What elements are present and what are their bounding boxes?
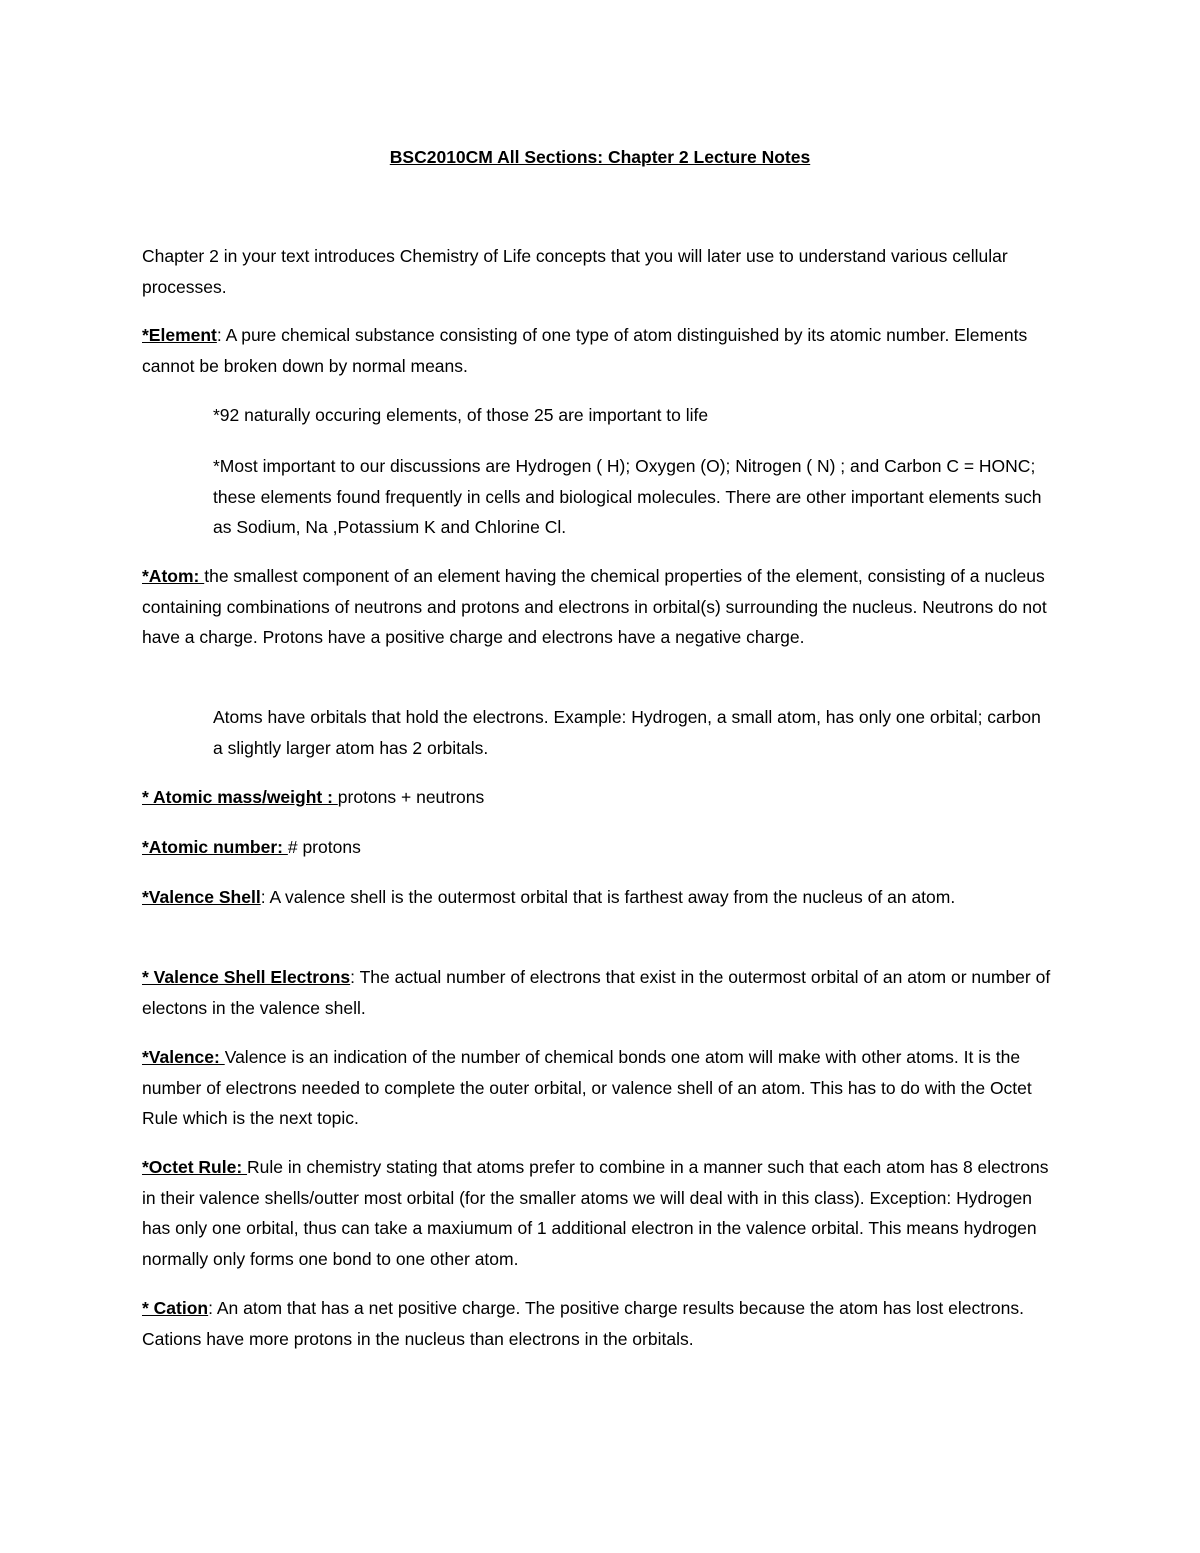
atom-text: the smallest component of an element having the chemical properties of the element, consisting of a nucleus containing combinations of neutrons and protons and electrons in orbital(s) surrounding the nucleus. Neutrons do not have a charge. Protons have a positive charge and electrons have a negative charge. (142, 566, 1047, 647)
valence-definition (142, 1042, 1062, 1134)
valence-shell-electrons-definition (142, 962, 1062, 1023)
octet-rule-term: *Octet Rule: (142, 1157, 248, 1177)
valence-shell-text: : A valence shell is the outermost orbital that is farthest away from the nucleus of an atom. (260, 887, 956, 907)
octet-rule-text: Rule in chemistry stating that atoms prefer to combine in a manner such that each atom has 8 electrons in their valence shells/outter most orbital (for the smaller atoms we will deal with in this class). Exception: Hydrogen has only one orbital, thus can take a maxiumum of 1 additional electron in the valence orbital. This means hydrogen normally only forms one bond to one other atom. (142, 1157, 1049, 1269)
octet-rule-definition (142, 1152, 1062, 1274)
valence-shell-term: *Valence Shell (142, 887, 261, 907)
page-title: BSC2010CM All Sections: Chapter 2 Lecture Notes (389, 147, 811, 167)
element-term: *Element (142, 325, 217, 345)
atomic-mass-text: protons + neutrons (337, 787, 485, 807)
element-text: : A pure chemical substance consisting of one type of atom distinguished by its atomic number. Elements cannot be broken down by normal means. (142, 325, 1028, 376)
element-note-honc: *Most important to our discussions are Hydrogen ( H); Oxygen (O); Nitrogen ( N) ; and Carbon C = HONC; these elements found frequently in cells and biological molecules. There are other important elements such as Sodium, Na ,Potassium K and Chlorine Cl. (213, 456, 1042, 537)
element-note-count: *92 naturally occuring elements, of those 25 are important to life (213, 405, 709, 425)
atomic-number-term: *Atomic number: (142, 837, 288, 857)
element-definition (142, 320, 1062, 381)
valence-shell-electrons-text: : The actual number of electrons that exist in the outermost orbital of an atom or number of electons in the valence shell. (142, 967, 1051, 1018)
atom-definition (142, 561, 1062, 653)
atom-note-orbitals: Atoms have orbitals that hold the electrons. Example: Hydrogen, a small atom, has only one orbital; carbon a slightly larger atom has 2 orbitals. (213, 707, 1041, 758)
valence-term: *Valence: (142, 1047, 225, 1067)
valence-shell-electrons-term: * Valence Shell Electrons (142, 967, 351, 987)
atom-term: *Atom: (142, 566, 205, 586)
atomic-mass-definition (142, 782, 1062, 813)
intro-paragraph: Chapter 2 in your text introduces Chemistry of Life concepts that you will later use to understand various cellular processes. (142, 246, 1008, 297)
cation-text: : An atom that has a net positive charge. The positive charge results because the atom has lost electrons. Cations have more protons in the nucleus than electrons in the orbitals. (142, 1298, 1024, 1349)
cation-definition (142, 1293, 1062, 1354)
valence-shell-definition (142, 882, 1062, 913)
valence-text: Valence is an indication of the number of chemical bonds one atom will make with other atoms. It is the number of electrons needed to complete the outer orbital, or valence shell of an atom. This has to do with the Octet Rule which is the next topic. (142, 1047, 1032, 1128)
cation-term: * Cation (142, 1298, 209, 1318)
atomic-number-text: # protons (287, 837, 361, 857)
atomic-mass-term: * Atomic mass/weight : (142, 787, 338, 807)
atomic-number-definition (142, 832, 1062, 863)
